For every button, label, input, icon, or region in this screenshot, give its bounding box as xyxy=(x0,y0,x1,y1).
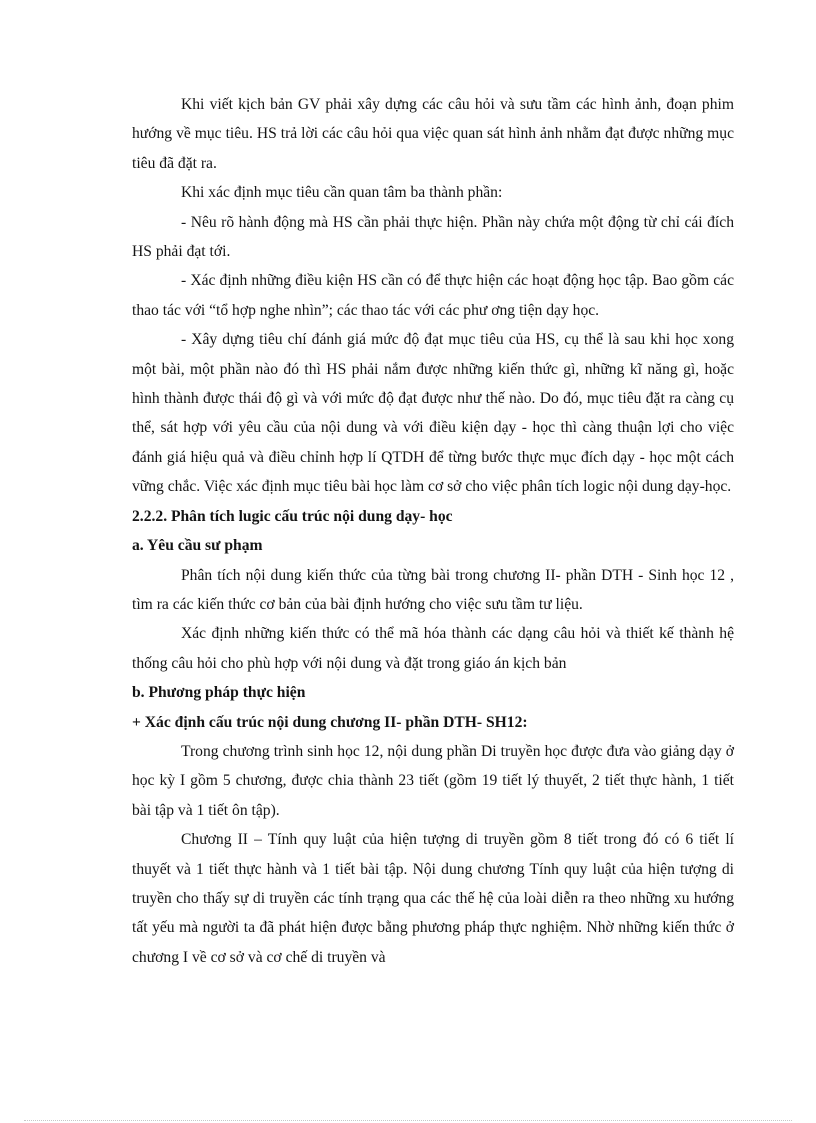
paragraph-curriculum: Trong chương trình sinh học 12, nội dung phần Di truyền học được đưa vào giảng dạy ở học kỳ I gồm 5 chương, được chia thành 23 tiết (gồm 19 tiết lý thuyết, 2 tiết thực hành, 1 tiết bài tập và 1 tiết ôn tập). xyxy=(132,742,734,819)
paragraph-conditions-item: - Xác định những điều kiện HS cần có để thực hiện các hoạt động học tập. Bao gồm các thao tác với “tổ hợp nghe nhìn”; các thao tác với các phư ơng tiện dạy học. xyxy=(132,272,734,319)
paragraph-criteria-item: - Xây dựng tiêu chí đánh giá mức độ đạt mục tiêu của HS, cụ thể là sau khi học xong một bài, một phần nào đó thì HS phải nắm được những kiến thức gì, những kĩ năng gì, hoặc hình thành được thái độ gì và với mức độ đạt được như thế nào. Do đó, mục tiêu đặt ra càng cụ thể, sát hợp với yêu cầu của nội dung và với điều kiện dạy - học thì càng thuận lợi cho việc đánh giá hiệu quả và điều chỉnh hợp lí QTDH để từng bước thực mục đích dạy - học một cách vững chắc. Việc xác định mục tiêu bài học làm cơ sở cho việc phân tích logic nội dung dạy-học. xyxy=(132,331,734,496)
paragraph-objective-components: Khi xác định mục tiêu cần quan tâm ba thành phần: xyxy=(181,184,503,202)
paragraph-action-item: - Nêu rõ hành động mà HS cần phải thực hiện. Phần này chứa một động từ chỉ cái đích HS phải đạt tới. xyxy=(132,213,734,261)
section-heading-logic-analysis: 2.2.2. Phân tích lugic cấu trúc nội dung dạy- học xyxy=(132,507,453,525)
document-page xyxy=(132,90,734,972)
paragraph-chapter-two: Chương II – Tính quy luật của hiện tượng di truyền gồm 8 tiết trong đó có 6 tiết lí thuyết và 1 tiết thực hành và 1 tiết bài tập. Nội dung chương Tính quy luật của hiện tượng di truyền cho thấy sự di truyền các tính trạng qua các thế hệ của loài diễn ra theo những xu hướng tất yếu mà người ta đã phát hiện được bằng phương pháp thực nghiệm. Nhờ những kiến thức ở chương I về cơ sở và cơ chế di truyền và xyxy=(132,831,734,966)
paragraph-question-encoding: Xác định những kiến thức có thể mã hóa thành các dạng câu hỏi và thiết kế thành hệ thống câu hỏi cho phù hợp với nội dung và đặt trong giáo án kịch bản xyxy=(132,625,734,672)
subsection-heading-method: b. Phương pháp thực hiện xyxy=(132,684,306,702)
paragraph-script-writing: Khi viết kịch bản GV phải xây dựng các câu hỏi và sưu tầm các hình ảnh, đoạn phim hướng về mục tiêu. HS trả lời các câu hỏi qua việc quan sát hình ảnh nhằm đạt được những mục tiêu đã đặt ra. xyxy=(132,96,734,172)
subsection-heading-requirements: a. Yêu cầu sư phạm xyxy=(132,537,263,555)
page-bottom-divider xyxy=(24,1120,792,1121)
paragraph-content-analysis: Phân tích nội dung kiến thức của từng bài trong chương II- phần DTH - Sinh học 12 , tìm ra các kiến thức cơ bản của bài định hướng cho việc sưu tầm tư liệu. xyxy=(132,566,734,613)
heading-chapter-structure: + Xác định cấu trúc nội dung chương II- phần DTH- SH12: xyxy=(132,713,528,731)
